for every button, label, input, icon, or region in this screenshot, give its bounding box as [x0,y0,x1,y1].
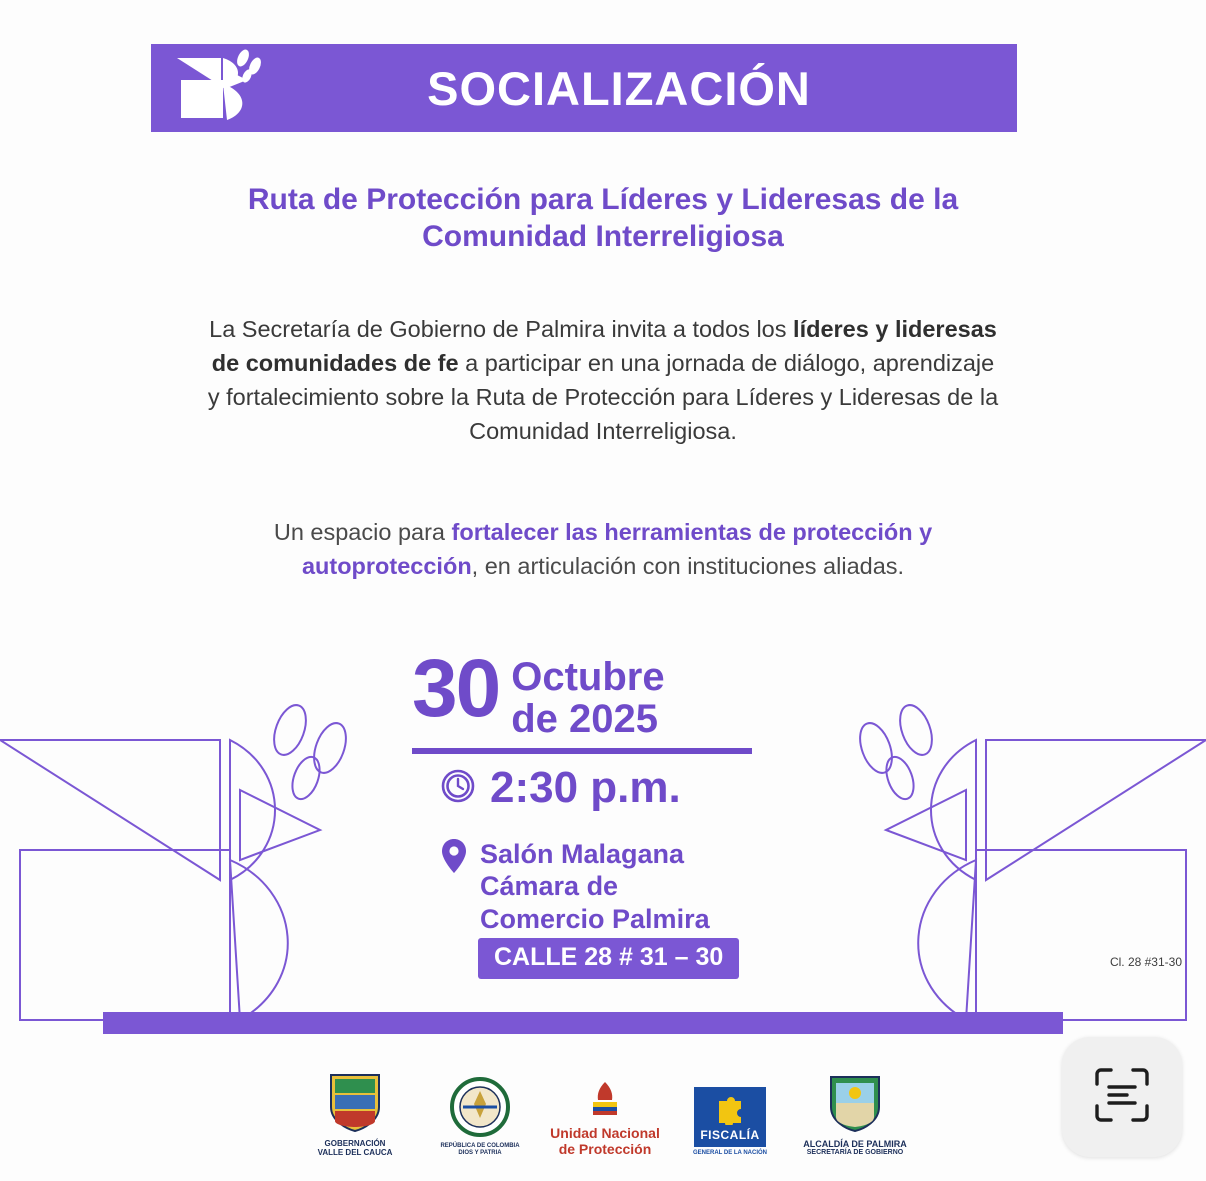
city-crest-icon [800,1073,910,1135]
event-month-line2: de 2025 [511,697,658,741]
place-line-3: Comercio Palmira [480,903,710,934]
address-badge: CALLE 28 # 31 – 30 [478,938,739,979]
secondary-part-2: , en articulación con instituciones aliadas. [471,553,905,580]
logo-caption-line2: SECRETARÍA DE GOBIERNO [806,1148,904,1156]
logo-caption-line2: de Protección [558,1140,652,1157]
logo-caption-line1: Unidad Nacional [550,1124,660,1141]
intro-part-2: a participar en una jornada de diálogo, aprendizaje y fortalecimiento sobre la Ruta de Protección para Líderes y Lideresas de la Comunidad Interreligiosa. [207,350,999,445]
colombia-emblem-icon [550,1080,660,1122]
logo-caption-line1: GOBERNACIÓN [324,1138,386,1148]
event-subtitle: Ruta de Protección para Líderes y Lideresas de la Comunidad Interreligiosa [247,183,959,253]
intro-highlight: líderes y lideresas de comunidades de fe [211,316,997,377]
place-line-1: Salón Malagana [480,839,685,869]
event-time: 2:30 p.m. [490,763,681,812]
location-pin-icon [440,838,468,879]
page-title: SOCIALIZACIÓN [427,61,811,115]
event-month [511,650,664,740]
secondary-part-1: Un espacio para [273,519,452,545]
logo-fiscalia-general-de-la-nacion [675,1087,785,1157]
logo-caption-line1: REPÚBLICA DE COLOMBIA [440,1143,520,1150]
intro-part-1: La Secretaría de Gobierno de Palmira invita a todos los [209,316,794,342]
event-place [480,838,710,935]
secondary-paragraph [233,515,973,583]
decorative-butterfly-left [0,700,390,1035]
event-time-row [440,763,681,812]
puzzle-piece-icon [694,1087,766,1147]
event-day: 30 [412,643,500,734]
logo-caption-line2: VALLE DEL CAUCA [317,1147,393,1157]
logo-caption-line1: FISCALÍA [700,1128,760,1143]
logo-unidad-nacional-de-proteccion [550,1080,660,1157]
institution-logos [300,1062,910,1157]
butterfly-logo-icon [151,44,291,132]
logo-republica-de-colombia [425,1076,535,1157]
intro-paragraph [203,312,1003,448]
address-note: Cl. 28 #31-30 [1109,955,1182,969]
logo-caption-line2: DIOS Y PATRIA [458,1150,502,1157]
decorative-butterfly-right [816,700,1206,1035]
logo-caption-line2: GENERAL DE LA NACIÓN [692,1150,767,1157]
event-date [412,643,665,741]
header-band [151,44,1017,132]
logo-caption-line1: ALCALDÍA DE PALMIRA [803,1138,907,1149]
secondary-highlight: fortalecer las herramientas de protección y autoprotección [301,519,933,580]
date-divider [412,748,752,754]
scan-document-button[interactable] [1062,1037,1182,1157]
document-scan-icon [1093,1066,1151,1129]
bottom-band [103,1012,1063,1034]
logo-gobernacion-valle-del-cauca [300,1071,410,1157]
shield-crest-icon [300,1071,410,1135]
logo-alcaldia-de-palmira [800,1073,910,1157]
clock-icon [440,768,476,809]
national-coat-of-arms-icon [425,1076,535,1140]
place-line-2: Cámara de [480,871,619,902]
event-month-line1: Octubre [511,655,665,699]
event-place-row [440,838,710,935]
